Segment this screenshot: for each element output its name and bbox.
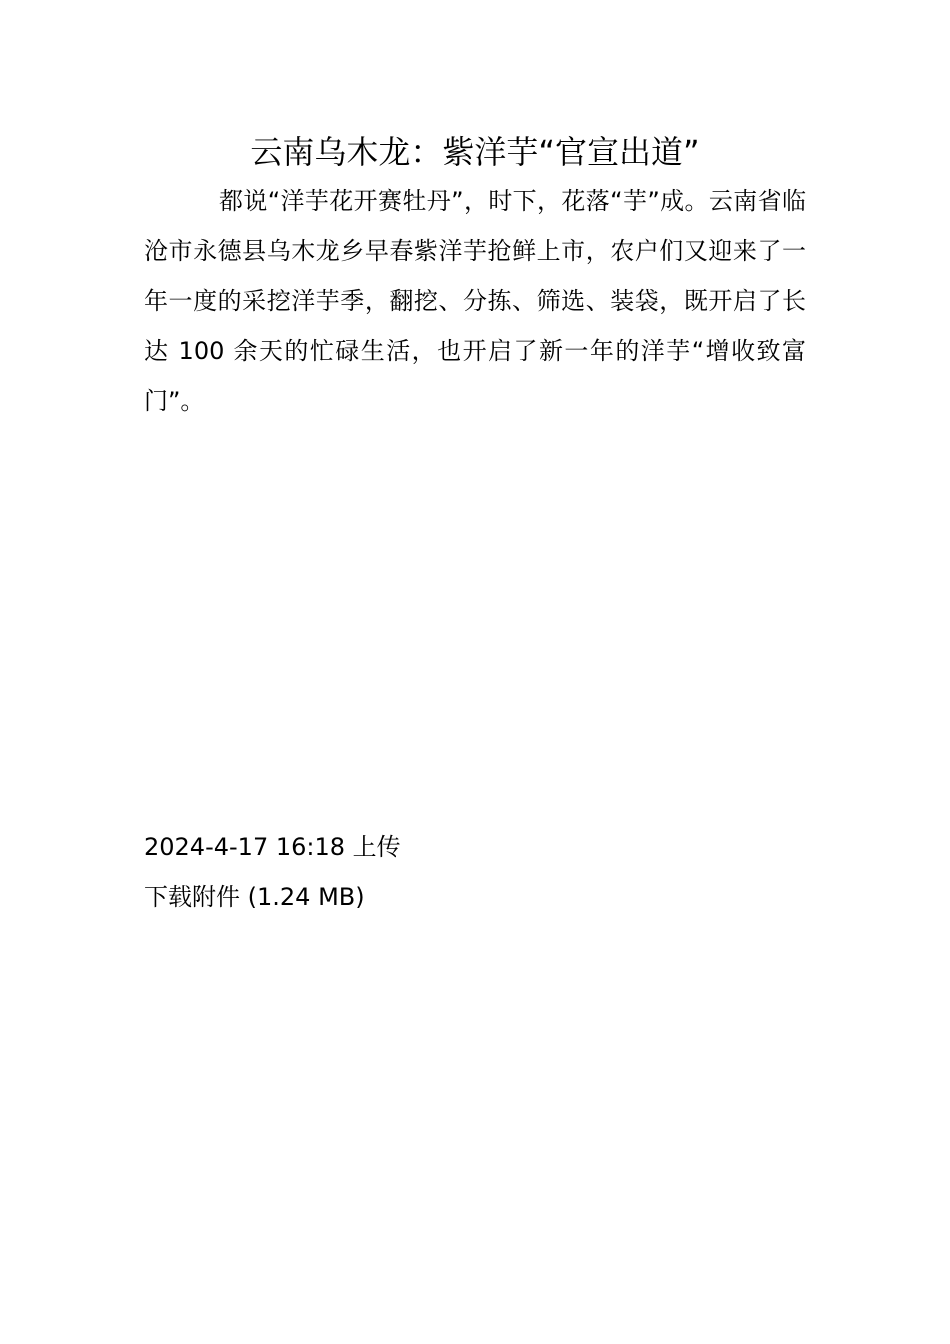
- upload-info: [144, 822, 401, 872]
- upload-time: 2024-4-17 16:18: [144, 833, 345, 861]
- file-size: (1.24 MB): [247, 883, 365, 911]
- article-body: 都说“洋芋花开赛牡丹”，时下，花落“芋”成。云南省临沧市永德县乌木龙乡早春紫洋芋抢鲜上市，农户们又迎来了一年一度的采挖洋芋季，翻挖、分拣、筛选、装袋，既开启了长达 100 余天的忙碌生活，也开启了新一年的洋芋“增收致富门”。: [144, 187, 806, 415]
- upload-label: 上传: [352, 833, 401, 861]
- download-info: [144, 872, 365, 922]
- article-title: 云南乌木龙：紫洋芋“官宣出道”: [250, 133, 700, 171]
- download-attachment-link[interactable]: 下载附件: [144, 883, 240, 911]
